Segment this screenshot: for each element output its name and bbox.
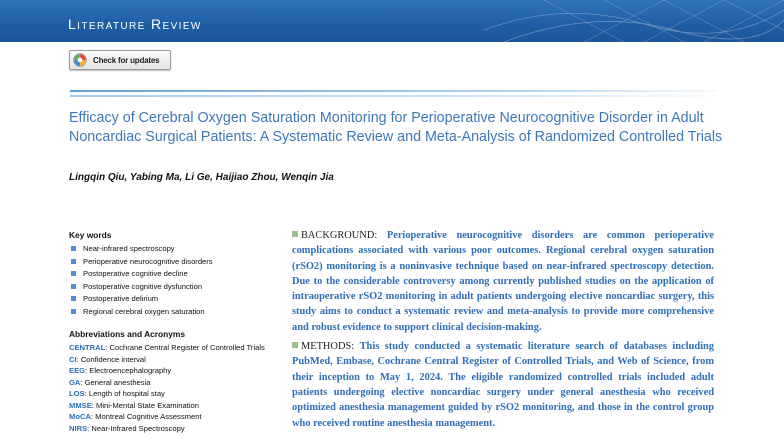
- abbreviation-key: CENTRAL: [69, 343, 106, 352]
- abbreviation-value: General anesthesia: [84, 377, 151, 387]
- bullet-square-icon: [71, 259, 76, 264]
- keyword-text: Postoperative cognitive decline: [83, 269, 188, 278]
- section-bullet-icon: [292, 342, 298, 348]
- background-label: BACKGROUND:: [301, 230, 378, 241]
- abbreviation-key: NIRS: [69, 423, 88, 433]
- abstract-background: [292, 228, 714, 335]
- check-for-updates-button[interactable]: [69, 50, 171, 70]
- crossmark-icon: [73, 53, 87, 67]
- keyword-text: Postoperative cognitive dysfunction: [83, 281, 203, 291]
- bullet-square-icon: [71, 271, 76, 276]
- top-divider: [70, 90, 716, 92]
- abbreviation-item: NIRS: Near-Infrared Spectroscopy: [69, 423, 185, 433]
- bullet-square-icon: [71, 284, 76, 289]
- abbreviation-value: Near-Infrared Spectroscopy: [91, 423, 185, 433]
- abbreviation-value: Cochrane Central Register of Controlled Trials: [109, 343, 265, 352]
- section-label: Literature Review: [68, 16, 202, 32]
- abbreviation-item: CI: Confidence interval: [69, 354, 146, 364]
- abbreviations-heading: Abbreviations and Acronyms: [69, 329, 186, 339]
- top-divider-secondary: [70, 95, 716, 97]
- keyword-list: [69, 243, 284, 318]
- keyword-item: [69, 256, 284, 269]
- keyword-item: [69, 243, 284, 256]
- keyword-text: Regional cerebral oxygen saturation: [83, 306, 205, 316]
- abbreviation-key: CI: [69, 354, 77, 364]
- article-title: Efficacy of Cerebral Oxygen Saturation Monitoring for Perioperative Neurocognitive Disorder in Adult Noncardiac Surgical Patients: A Systematic Review and Meta-Analysis of Randomized Controlled Trials: [69, 110, 723, 145]
- abbreviation-value: Length of hospital stay: [88, 389, 165, 398]
- banner-decoration: [484, 0, 784, 42]
- abbreviation-item: GA: General anesthesia: [69, 377, 151, 387]
- abbreviation-key: EEG: [69, 366, 86, 375]
- keyword-text: Postoperative delirium: [83, 294, 159, 303]
- abbreviation-value: Mini-Mental State Examination: [96, 400, 199, 410]
- abbreviation-list: [69, 342, 284, 434]
- bullet-square-icon: [71, 246, 76, 251]
- abbreviation-key: MMSE: [69, 400, 92, 410]
- keyword-item: [69, 268, 284, 281]
- keyword-text: Perioperative neurocognitive disorders: [83, 256, 213, 266]
- methods-label: METHODS:: [301, 341, 355, 353]
- abbreviation-item: MoCA: Montreal Cognitive Assessment: [69, 412, 202, 421]
- abbreviation-key: GA: [69, 377, 81, 387]
- abbreviation-item: LOS: Length of hospital stay: [69, 389, 165, 398]
- section-bullet-icon: [292, 231, 298, 237]
- abstract-methods: [292, 339, 714, 431]
- article-authors: Lingqin Qiu, Yabing Ma, Li Ge, Haijiao Zhou, Wenqin Jia: [69, 172, 334, 183]
- abbreviation-key: LOS: [69, 389, 85, 398]
- journal-banner: [0, 0, 784, 42]
- background-text: Perioperative neurocognitive disorders are common perioperative complications associated with various poor outcomes. Regional cerebral oxygen saturation (rSO2) monitoring is a noninvasive technique based on near-infrared spectroscopy detection. Due to the considerable controversy among currently published studies on the application of intraoperative rSO2 monitoring in adult patients undergoing elective noncardiac surgery, this study aims to conduct a systematic review and meta-analysis to provide more comprehensive and robust evidence to support clinical decision-making.: [292, 230, 714, 333]
- abbreviation-value: Montreal Cognitive Assessment: [95, 412, 202, 421]
- abbreviation-item: MMSE: Mini-Mental State Examination: [69, 400, 199, 410]
- keyword-item: [69, 293, 284, 306]
- abbreviation-item: EEG: Electroencephalography: [69, 366, 172, 375]
- keyword-item: [69, 306, 284, 319]
- abbreviation-item: CENTRAL: Cochrane Central Register of Controlled Trials: [69, 343, 265, 352]
- sidebar: [69, 230, 284, 434]
- abbreviation-value: Electroencephalography: [89, 366, 172, 375]
- abbreviation-value: Confidence interval: [80, 354, 146, 364]
- bullet-square-icon: [71, 309, 76, 314]
- abbreviation-key: MoCA: [69, 412, 91, 421]
- keywords-heading: Key words: [69, 230, 112, 240]
- abstract: [292, 228, 714, 435]
- keyword-text: Near-infrared spectroscopy: [83, 244, 175, 253]
- methods-text: This study conducted a systematic literature search of databases including PubMed, Embase, Cochrane Central Register of Controlled Trials, and Web of Science, from their inception to May 1, 2024. The eligible randomized controlled trials included adult patients undergoing elective noncardiac surgery under general anesthesia who received optimized anesthesia management guided by rSO2 monitoring, and those in the control group who received routine anesthesia management.: [292, 341, 714, 429]
- keyword-item: [69, 281, 284, 294]
- check-for-updates-label: Check for updates: [93, 55, 160, 65]
- bullet-square-icon: [71, 296, 76, 301]
